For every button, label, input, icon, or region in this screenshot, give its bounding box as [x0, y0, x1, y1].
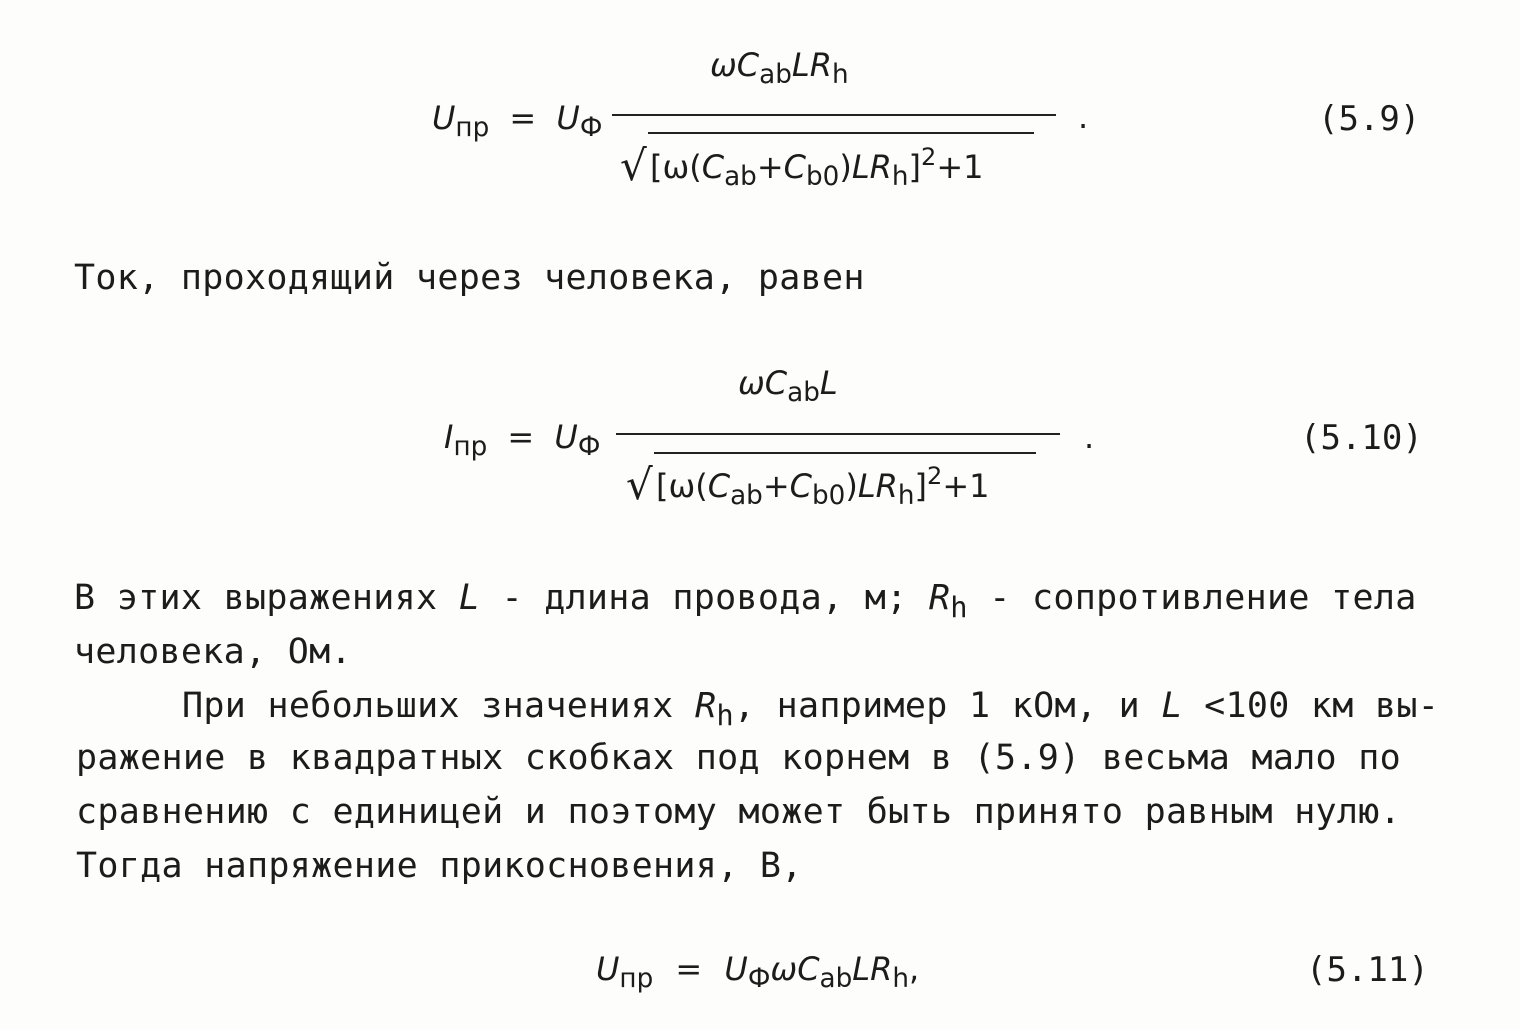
- paragraph-approx-line3: сравнению с единицей и поэтому может быть принято равным нулю.: [76, 792, 1402, 832]
- eq510-number: (5.10): [1300, 418, 1423, 458]
- eq59-numerator: $\omega C_{ab}LR_h$: [710, 46, 849, 91]
- eq510-lhs: $I_{пр} = U_Ф$: [444, 418, 601, 463]
- eq59-fraction-bar: [612, 114, 1056, 116]
- eq510-sqrt-sign: √: [626, 460, 653, 509]
- eq510-radical-bar: [654, 452, 1036, 454]
- eq511-body: $U_{пр} = U_Ф\omega C_{ab}LR_h$,: [596, 950, 920, 995]
- paragraph-definitions-line2: человека, Ом.: [74, 632, 352, 672]
- paragraph-approx-line2: ражение в квадратных скобках под корнем в (5.9) весьма мало по: [76, 738, 1402, 778]
- eq511-number: (5.11): [1306, 950, 1429, 990]
- eq510-numerator: $\omega C_{ab}L$: [738, 364, 838, 409]
- paragraph-approx-line1: При небольших значениях $R_h$, например 1 кОм, и L <100 км вы-: [182, 686, 1440, 733]
- eq59-radical-bar: [648, 132, 1034, 134]
- eq510-denominator: $[\omega(C_{ab}+C_{b0})LR_h]^2+1$: [656, 461, 990, 512]
- eq59-lhs: $U_{пр} = U_Ф$: [432, 99, 603, 144]
- paragraph-approx-line4: Тогда напряжение прикосновения, В,: [76, 846, 803, 886]
- eq59-dot: .: [1078, 98, 1089, 136]
- eq59-sqrt-sign: √: [620, 141, 647, 190]
- eq510-fraction-bar: [616, 433, 1060, 435]
- paragraph-current-intro: Ток, проходящий через человека, равен: [74, 258, 865, 298]
- eq510-dot: .: [1084, 418, 1095, 456]
- paragraph-definitions-line1: В этих выражениях L - длина провода, м; $R_h$ - сопротивление тела: [74, 578, 1417, 625]
- eq59-number: (5.9): [1318, 99, 1421, 139]
- eq59-denominator: $[\omega(C_{ab}+C_{b0})LR_h]^2+1$: [650, 142, 984, 193]
